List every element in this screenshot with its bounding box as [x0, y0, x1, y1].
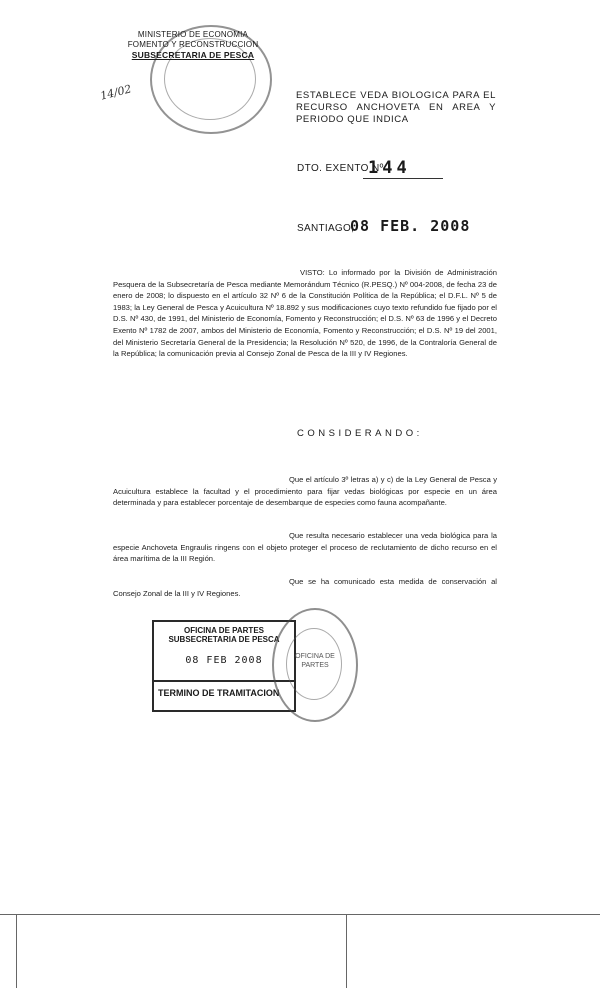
place-label: SANTIAGO, [297, 223, 355, 234]
considerando-2: Que resulta necesario establecer una veda biológica para la especie Anchoveta Engraulis ringens con el objeto proteger el proceso de reclutamiento de dicho recurso en el área marítima de la III Región. [113, 531, 497, 564]
stamp-date: 08 FEB 2008 [185, 655, 263, 666]
decree-number: 144 [368, 158, 411, 178]
stamp-header [154, 626, 294, 644]
letterhead [108, 30, 278, 60]
footer-divider-left [16, 914, 17, 988]
decree-number-underline [363, 178, 443, 179]
visto-paragraph: VISTO: Lo informado por la División de Administración Pesquera de la Subsecretaría de Pesca mediante Memorándum Técnico (R.PESQ.) Nº 004-2008, de fecha 23 de enero de 2008; lo dispuesto en el artículo 32 Nº 6 de la Constitución Política de la República; el D.F.L. Nº 5 de 1983; la Ley General de Pesca y Acuicultura Nº 18.892 y sus modificaciones cuyo texto refundido fue fijado por el D.S. Nº 430, de 1991, del Ministerio de Economía, Fomento y Reconstrucción; el D.S. Nº 63 de 1996 y el Decreto Exento Nº 1782 de 2007, ambos del Ministerio de Economía, Fomento y Reconstrucción; el D.S. Nº 19 del 2001, del Ministerio Secretaría General de la Presidencia; la Resolución Nº 520, de 1996, de la Contraloría General de la República; la comunicación previa al Consejo Zonal de Pesca de la III y IV Regiones. [113, 268, 497, 359]
handwritten-annotation: 14/02 [98, 82, 133, 103]
ministry-name: MINISTERIO DE ECONOMIA [137, 30, 249, 39]
decree-title: ESTABLECE VEDA BIOLOGICA PARA EL RECURSO ANCHOVETA EN AREA Y PERIODO QUE INDICA [296, 90, 496, 125]
official-seal-text: OFICINA DE PARTES [295, 653, 335, 669]
stamp-subsecretaria: SUBSECRETARIA DE PESCA [168, 635, 280, 644]
ministry-name-line2: FOMENTO Y RECONSTRUCCION [127, 40, 259, 49]
decree-date: 08 FEB. 2008 [350, 217, 471, 235]
considerando-heading: CONSIDERANDO: [297, 428, 423, 439]
footer-rule [0, 914, 600, 915]
decree-label: DTO. EXENTO Nº [297, 163, 384, 174]
stamp-status: TERMINO DE TRAMITACION [158, 688, 280, 698]
footer-divider-right [346, 914, 347, 988]
stamp-office: OFICINA DE PARTES [183, 626, 264, 635]
considerando-3: Que se ha comunicado esta medida de conservación al Consejo Zonal de la III y IV Regiones. [113, 577, 497, 598]
subsecretaria-name: SUBSECRETARIA DE PESCA [131, 50, 255, 60]
considerando-1: Que el artículo 3º letras a) y c) de la Ley General de Pesca y Acuicultura establece la facultad y el procedimiento para fijar vedas biológicas por especie en un área determinada y para establecer porcentaje de desembarque de especies como fauna acompañante. [113, 475, 497, 508]
